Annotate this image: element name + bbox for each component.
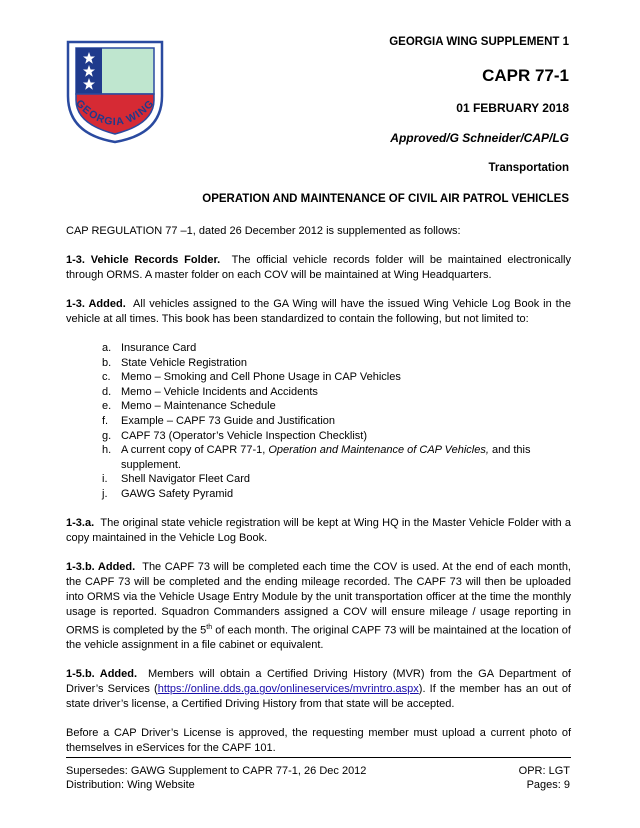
georgia-wing-logo bbox=[62, 38, 168, 144]
opr-note: OPR: LGT bbox=[518, 765, 570, 777]
list-text: Memo – Smoking and Cell Phone Usage in CAP Vehicles bbox=[121, 371, 401, 384]
distribution-note: Distribution: Wing Website bbox=[66, 779, 195, 791]
list-text: CAPF 73 (Operator’s Vehicle Inspection Checklist) bbox=[121, 429, 367, 442]
list-item bbox=[66, 370, 571, 385]
document-title: OPERATION AND MAINTENANCE OF CIVIL AIR PATROL VEHICLES bbox=[202, 193, 569, 205]
list-letter: e. bbox=[102, 400, 112, 413]
list-letter: c. bbox=[102, 371, 111, 384]
paragraph-1-3-b-added bbox=[66, 560, 571, 654]
list-item bbox=[66, 487, 571, 502]
ordinal-suffix: th bbox=[206, 623, 213, 631]
dds-mvr-link[interactable]: https://online.dds.ga.gov/onlineservices/mvrintro.aspx bbox=[157, 683, 419, 696]
footer-right bbox=[519, 764, 570, 792]
list-text: Shell Navigator Fleet Card bbox=[121, 473, 251, 486]
paragraph-text-cont: ). If the member has an out of state driver’s license, a Certified Driving History from that state will be accepted. bbox=[66, 683, 571, 711]
paragraph-label: 1-3. Vehicle Records Folder. bbox=[66, 254, 221, 266]
svg-text:GEORGIA WING: GEORGIA WING bbox=[73, 97, 157, 129]
list-text: State Vehicle Registration bbox=[121, 356, 247, 369]
list-letter: d. bbox=[102, 385, 112, 398]
list-item bbox=[66, 443, 571, 472]
list-letter: b. bbox=[102, 356, 112, 369]
document-date: 01 FEBRUARY 2018 bbox=[456, 101, 569, 115]
list-text: Insurance Card bbox=[121, 342, 197, 354]
paragraph-drivers-license: Before a CAP Driver’s License is approved, the requesting member must upload a current photo of themselves in eServices for the CAPF 101. bbox=[66, 727, 571, 755]
list-letter: a. bbox=[102, 342, 112, 354]
paragraph-text-cont: of each month. The original CAPF 73 will be maintained at the location of the vehicle assignment in a file cabinet or equivalent. bbox=[66, 624, 571, 652]
supplement-heading: GEORGIA WING SUPPLEMENT 1 bbox=[389, 36, 569, 48]
paragraph-text: The official vehicle records folder will be maintained electronically through ORMS. A master folder on each COV will be maintained at Wing Headquarters. bbox=[66, 254, 571, 281]
paragraph-1-3-added bbox=[66, 297, 571, 327]
approval-line: Approved/G Schneider/CAP/LG bbox=[390, 131, 569, 145]
paragraph-text: Members will obtain a Certified Driving History (MVR) from the GA Department of Driver’s Services ( bbox=[66, 668, 571, 696]
paragraph-label: 1-3. Added. bbox=[66, 298, 126, 310]
paragraph-1-3-records bbox=[66, 253, 571, 283]
paragraph-1-3-a bbox=[66, 516, 571, 546]
list-letter: f. bbox=[102, 414, 109, 427]
list-item bbox=[66, 399, 571, 414]
list-item bbox=[66, 356, 571, 371]
paragraph-label: 1-5.b. Added. bbox=[66, 668, 138, 681]
list-letter: h. bbox=[102, 444, 112, 457]
list-text: GAWG Safety Pyramid bbox=[121, 487, 234, 500]
footer-divider bbox=[66, 757, 571, 758]
log-book-contents-list bbox=[66, 341, 571, 502]
paragraph-text: All vehicles assigned to the GA Wing will have the issued Wing Vehicle Log Book in the vehicle at all times. This book has been standardized to contain the following, but not limited to: bbox=[66, 298, 571, 325]
paragraph-1-5-b-added bbox=[66, 667, 571, 712]
paragraph-label: 1-3.b. Added. bbox=[66, 560, 136, 573]
list-text-post: and this supplement. bbox=[121, 444, 531, 471]
list-letter: g. bbox=[102, 429, 112, 442]
list-letter: i. bbox=[102, 473, 108, 486]
intro-paragraph: CAP REGULATION 77 –1, dated 26 December 2012 is supplemented as follows: bbox=[66, 225, 461, 237]
list-item bbox=[66, 385, 571, 400]
list-text: Memo – Maintenance Schedule bbox=[121, 400, 276, 413]
document-body bbox=[66, 224, 571, 770]
category-label: Transportation bbox=[488, 162, 569, 174]
list-text: Example – CAPF 73 Guide and Justification bbox=[121, 414, 336, 427]
list-item bbox=[66, 429, 571, 444]
list-letter: j. bbox=[102, 487, 108, 500]
footer-left bbox=[66, 764, 366, 792]
page-count: Pages: 9 bbox=[526, 779, 570, 791]
paragraph-text: The CAPF 73 will be completed each time the COV is used. At the end of each month, the CAPF 73 will be completed and the ending mileage recorded. The CAPF 73 will then be uploaded into ORMS via the Vehicle Usage Entry Module by the unit transportation officer at the time the monthly usage is reported. Squadron Commanders assigned a COV will ensure mileage / usage reporting in ORMS is completed by the 5 bbox=[66, 560, 571, 637]
list-item bbox=[66, 414, 571, 429]
paragraph-label: 1-3.a. bbox=[66, 516, 95, 529]
supersedes-note: Supersedes: GAWG Supplement to CAPR 77-1, 26 Dec 2012 bbox=[66, 765, 367, 777]
list-item bbox=[66, 341, 571, 356]
paragraph-text: The original state vehicle registration will be kept at Wing HQ in the Master Vehicle Folder with a copy maintained in the Vehicle Log Book. bbox=[66, 516, 572, 544]
list-text-pre: A current copy of CAPR 77-1, bbox=[121, 444, 269, 457]
list-text: Memo – Vehicle Incidents and Accidents bbox=[121, 385, 318, 398]
regulation-number: CAPR 77-1 bbox=[482, 66, 569, 85]
list-text-italic: Operation and Maintenance of CAP Vehicles, bbox=[268, 444, 489, 457]
list-item bbox=[66, 472, 571, 487]
